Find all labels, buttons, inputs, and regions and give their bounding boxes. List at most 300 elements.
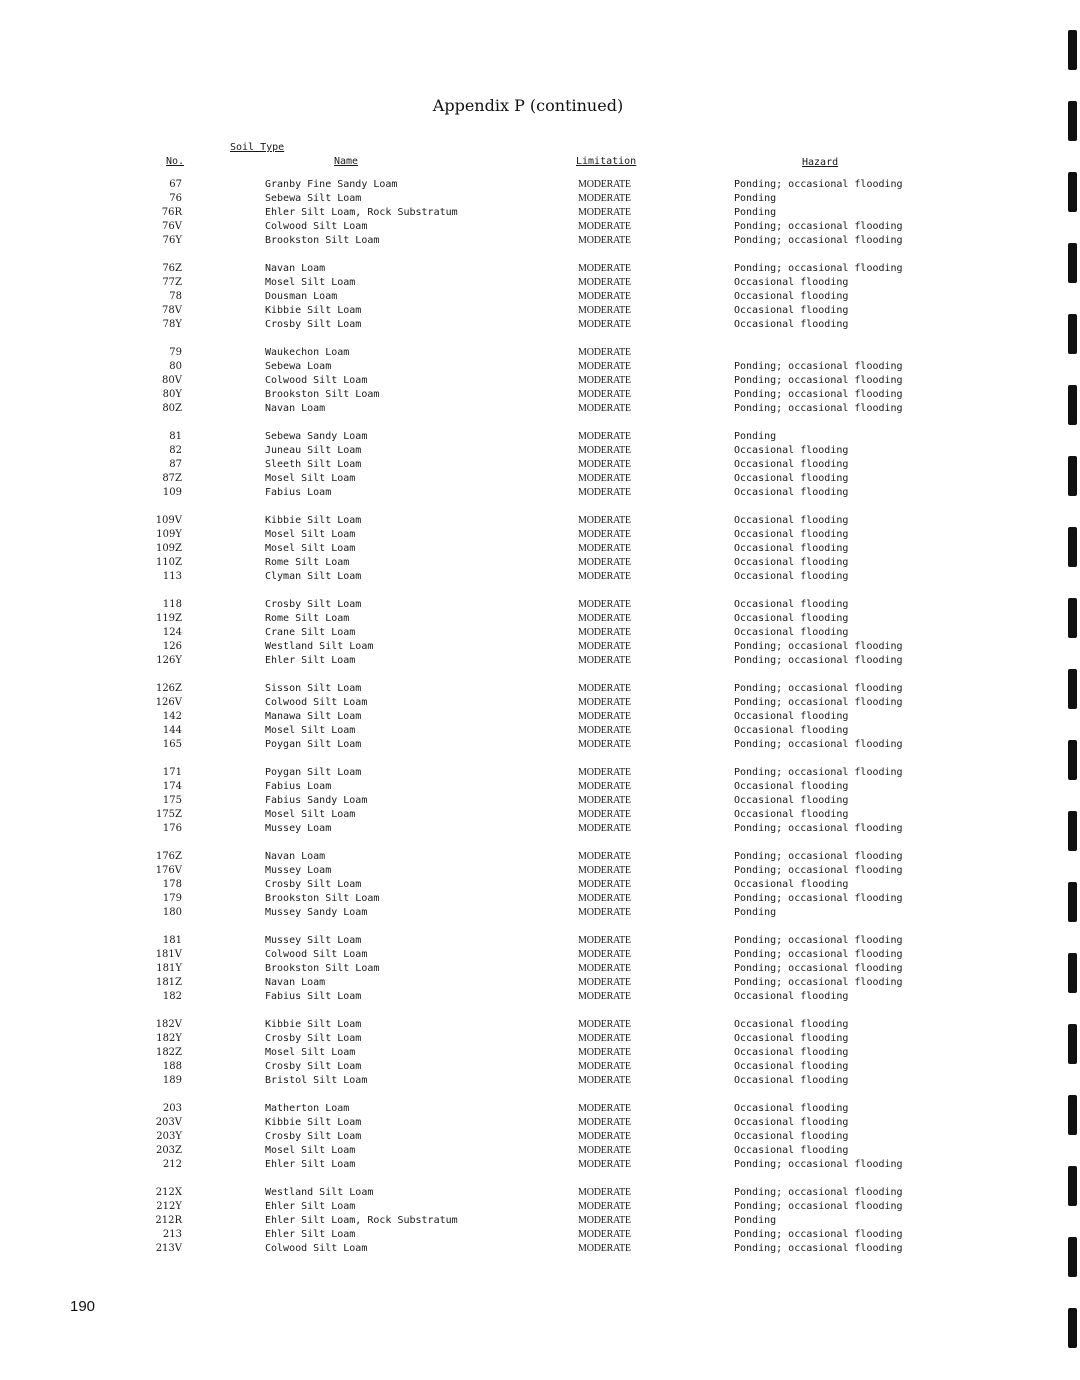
table-row <box>0 906 1080 920</box>
table-row <box>0 178 1080 192</box>
hazard-value: Ponding <box>734 1215 777 1226</box>
hazard-value: Occasional flooding <box>734 1033 849 1044</box>
hazard-value: Occasional flooding <box>734 1061 849 1072</box>
row-number: 171 <box>162 767 182 778</box>
table-row <box>0 458 1080 472</box>
row-number: 189 <box>162 1075 182 1086</box>
hazard-value: Ponding; occasional flooding <box>734 641 903 652</box>
soil-name: Ehler Silt Loam, Rock Substratum <box>265 1215 458 1226</box>
hazard-value: Occasional flooding <box>734 1131 849 1142</box>
table-row <box>0 262 1080 276</box>
row-number: 212Y <box>156 1201 182 1212</box>
soil-name: Fabius Silt Loam <box>265 991 362 1002</box>
hazard-value: Ponding; occasional flooding <box>734 179 903 190</box>
table-row <box>0 1144 1080 1158</box>
hazard-value: Ponding; occasional flooding <box>734 893 903 904</box>
table-row <box>0 1228 1080 1242</box>
limitation-value: MODERATE <box>578 697 631 708</box>
table-row <box>0 878 1080 892</box>
limitation-value: MODERATE <box>578 1187 631 1198</box>
soil-name: Mosel Silt Loam <box>265 529 356 540</box>
row-number: 174 <box>162 781 182 792</box>
limitation-value: MODERATE <box>578 515 631 526</box>
row-number: 175 <box>162 795 182 806</box>
row-number: 179 <box>162 893 182 904</box>
row-group <box>0 430 1080 500</box>
soil-name: Poygan Silt Loam <box>265 739 362 750</box>
binding-mark <box>1068 172 1077 212</box>
soil-name: Crosby Silt Loam <box>265 1061 362 1072</box>
hazard-value: Occasional flooding <box>734 1019 849 1030</box>
limitation-value: MODERATE <box>578 795 631 806</box>
soil-name: Mosel Silt Loam <box>265 1145 356 1156</box>
hazard-value: Ponding; occasional flooding <box>734 683 903 694</box>
soil-name: Poygan Silt Loam <box>265 767 362 778</box>
hazard-value: Ponding; occasional flooding <box>734 1201 903 1212</box>
table-row <box>0 402 1080 416</box>
row-number: 182Y <box>156 1033 182 1044</box>
table-row <box>0 710 1080 724</box>
table-row <box>0 738 1080 752</box>
soil-name: Brookston Silt Loam <box>265 235 380 246</box>
binding-mark <box>1068 314 1077 354</box>
limitation-value: MODERATE <box>578 459 631 470</box>
limitation-value: MODERATE <box>578 389 631 400</box>
soil-name: Rome Silt Loam <box>265 613 350 624</box>
soil-name: Sleeth Silt Loam <box>265 459 362 470</box>
hazard-value: Ponding; occasional flooding <box>734 263 903 274</box>
limitation-value: MODERATE <box>578 613 631 624</box>
soil-name: Granby Fine Sandy Loam <box>265 179 398 190</box>
soil-name: Crosby Silt Loam <box>265 1131 362 1142</box>
soil-name: Westland Silt Loam <box>265 641 374 652</box>
hazard-value: Occasional flooding <box>734 319 849 330</box>
row-number: 176Z <box>155 851 182 862</box>
limitation-value: MODERATE <box>578 1229 631 1240</box>
table-row <box>0 682 1080 696</box>
table-row <box>0 696 1080 710</box>
limitation-value: MODERATE <box>578 473 631 484</box>
limitation-value: MODERATE <box>578 319 631 330</box>
soil-name: Westland Silt Loam <box>265 1187 374 1198</box>
limitation-value: MODERATE <box>578 557 631 568</box>
limitation-value: MODERATE <box>578 1103 631 1114</box>
table-row <box>0 556 1080 570</box>
hazard-value: Occasional flooding <box>734 487 849 498</box>
limitation-value: MODERATE <box>578 1117 631 1128</box>
binding-mark <box>1068 101 1077 141</box>
table-row <box>0 206 1080 220</box>
soil-name: Navan Loam <box>265 403 326 414</box>
row-number: 203 <box>162 1103 182 1114</box>
soil-name: Manawa Silt Loam <box>265 711 362 722</box>
hazard-value: Ponding <box>734 207 777 218</box>
no-column-header: No. <box>166 156 185 167</box>
soil-name: Kibbie Silt Loam <box>265 1117 362 1128</box>
hazard-value: Ponding; occasional flooding <box>734 697 903 708</box>
limitation-value: MODERATE <box>578 627 631 638</box>
table-row <box>0 962 1080 976</box>
row-number: 79 <box>169 347 182 358</box>
hazard-value: Occasional flooding <box>734 991 849 1002</box>
row-number: 180 <box>162 907 182 918</box>
hazard-value: Occasional flooding <box>734 305 849 316</box>
hazard-value: Occasional flooding <box>734 725 849 736</box>
soil-name: Kibbie Silt Loam <box>265 1019 362 1030</box>
table-row <box>0 346 1080 360</box>
row-number: 77Z <box>162 277 182 288</box>
row-number: 78 <box>169 291 182 302</box>
hazard-value: Ponding <box>734 431 777 442</box>
limitation-value: MODERATE <box>578 1159 631 1170</box>
table-row <box>0 1032 1080 1046</box>
row-number: 76Y <box>162 235 182 246</box>
limitation-value: MODERATE <box>578 1215 631 1226</box>
limitation-value: MODERATE <box>578 1061 631 1072</box>
soil-name: Mosel Silt Loam <box>265 543 356 554</box>
row-number: 80Z <box>162 403 182 414</box>
limitation-value: MODERATE <box>578 767 631 778</box>
soil-name: Crosby Silt Loam <box>265 1033 362 1044</box>
hazard-value: Ponding <box>734 193 777 204</box>
row-number: 76Z <box>162 263 182 274</box>
table-row <box>0 724 1080 738</box>
hazard-value: Occasional flooding <box>734 557 849 568</box>
hazard-value: Occasional flooding <box>734 459 849 470</box>
limitation-value: MODERATE <box>578 655 631 666</box>
hazard-value: Occasional flooding <box>734 599 849 610</box>
row-number: 203V <box>155 1117 182 1128</box>
table-row <box>0 1214 1080 1228</box>
limitation-value: MODERATE <box>578 991 631 1002</box>
row-number: 76V <box>162 221 182 232</box>
limitation-value: MODERATE <box>578 809 631 820</box>
table-row <box>0 1060 1080 1074</box>
row-number: 78V <box>162 305 182 316</box>
soil-name: Brookston Silt Loam <box>265 963 380 974</box>
table-row <box>0 444 1080 458</box>
binding-mark <box>1068 385 1077 425</box>
row-number: 213V <box>155 1243 182 1254</box>
binding-mark <box>1068 527 1077 567</box>
row-number: 109 <box>162 487 182 498</box>
row-number: 126Z <box>155 683 182 694</box>
table-row <box>0 598 1080 612</box>
soil-name: Ehler Silt Loam, Rock Substratum <box>265 207 458 218</box>
row-number: 203Z <box>155 1145 182 1156</box>
hazard-value: Occasional flooding <box>734 571 849 582</box>
table-row <box>0 472 1080 486</box>
soil-name: Rome Silt Loam <box>265 557 350 568</box>
soil-name: Sebewa Silt Loam <box>265 193 362 204</box>
row-number: 113 <box>162 571 182 582</box>
soil-name: Ehler Silt Loam <box>265 1201 356 1212</box>
limitation-value: MODERATE <box>578 207 631 218</box>
soil-name: Mussey Loam <box>265 823 332 834</box>
soil-name: Colwood Silt Loam <box>265 221 368 232</box>
row-number: 78Y <box>162 319 182 330</box>
limitation-value: MODERATE <box>578 711 631 722</box>
row-group <box>0 1102 1080 1172</box>
soil-name: Brookston Silt Loam <box>265 893 380 904</box>
limitation-value: MODERATE <box>578 347 631 358</box>
hazard-value: Ponding; occasional flooding <box>734 977 903 988</box>
binding-mark <box>1068 1308 1077 1348</box>
row-number: 188 <box>162 1061 182 1072</box>
hazard-value: Occasional flooding <box>734 809 849 820</box>
hazard-value: Occasional flooding <box>734 445 849 456</box>
row-number: 80 <box>169 361 182 372</box>
row-group <box>0 598 1080 668</box>
hazard-value: Occasional flooding <box>734 277 849 288</box>
hazard-value: Ponding; occasional flooding <box>734 655 903 666</box>
binding-mark <box>1068 882 1077 922</box>
hazard-value: Occasional flooding <box>734 529 849 540</box>
hazard-value: Occasional flooding <box>734 1145 849 1156</box>
row-number: 182 <box>162 991 182 1002</box>
row-number: 126 <box>162 641 182 652</box>
soil-name: Clyman Silt Loam <box>265 571 362 582</box>
table-row <box>0 976 1080 990</box>
binding-mark <box>1068 1095 1077 1135</box>
soil-name: Dousman Loam <box>265 291 338 302</box>
row-group <box>0 682 1080 752</box>
hazard-value: Occasional flooding <box>734 781 849 792</box>
table-row <box>0 290 1080 304</box>
table-row <box>0 1074 1080 1088</box>
row-number: 76 <box>169 193 182 204</box>
soil-name: Kibbie Silt Loam <box>265 305 362 316</box>
limitation-value: MODERATE <box>578 851 631 862</box>
table-row <box>0 1116 1080 1130</box>
row-group <box>0 346 1080 416</box>
row-number: 212X <box>155 1187 182 1198</box>
hazard-value: Occasional flooding <box>734 879 849 890</box>
limitation-value: MODERATE <box>578 935 631 946</box>
row-number: 109Z <box>155 543 182 554</box>
limitation-value: MODERATE <box>578 1019 631 1030</box>
binding-mark <box>1068 669 1077 709</box>
table-row <box>0 304 1080 318</box>
table-row <box>0 1186 1080 1200</box>
row-number: 142 <box>162 711 182 722</box>
soil-name: Navan Loam <box>265 851 326 862</box>
soil-name: Juneau Silt Loam <box>265 445 362 456</box>
binding-mark <box>1068 456 1077 496</box>
limitation-value: MODERATE <box>578 963 631 974</box>
hazard-value: Ponding; occasional flooding <box>734 865 903 876</box>
hazard-value: Ponding; occasional flooding <box>734 389 903 400</box>
table-row <box>0 1018 1080 1032</box>
soil-name: Ehler Silt Loam <box>265 1159 356 1170</box>
table-row <box>0 1130 1080 1144</box>
hazard-value: Occasional flooding <box>734 795 849 806</box>
limitation-value: MODERATE <box>578 263 631 274</box>
row-number: 175Z <box>155 809 182 820</box>
row-number: 213 <box>162 1229 182 1240</box>
soil-name: Mosel Silt Loam <box>265 725 356 736</box>
soil-type-header: Soil Type <box>230 142 285 153</box>
limitation-value: MODERATE <box>578 235 631 246</box>
binding-mark <box>1068 1166 1077 1206</box>
row-number: 126V <box>155 697 182 708</box>
soil-table <box>0 178 1080 1270</box>
soil-name: Brookston Silt Loam <box>265 389 380 400</box>
table-row <box>0 766 1080 780</box>
row-number: 181Y <box>156 963 182 974</box>
row-group <box>0 934 1080 1004</box>
row-number: 182Z <box>155 1047 182 1058</box>
table-row <box>0 990 1080 1004</box>
limitation-value: MODERATE <box>578 599 631 610</box>
row-group <box>0 1186 1080 1256</box>
limitation-value: MODERATE <box>578 739 631 750</box>
limitation-value: MODERATE <box>578 823 631 834</box>
binding-mark <box>1068 953 1077 993</box>
soil-name: Mosel Silt Loam <box>265 473 356 484</box>
soil-name: Crosby Silt Loam <box>265 319 362 330</box>
soil-name: Colwood Silt Loam <box>265 1243 368 1254</box>
table-row <box>0 1046 1080 1060</box>
limitation-value: MODERATE <box>578 1131 631 1142</box>
table-row <box>0 234 1080 248</box>
soil-name: Mosel Silt Loam <box>265 1047 356 1058</box>
hazard-value: Ponding; occasional flooding <box>734 851 903 862</box>
limitation-value: MODERATE <box>578 305 631 316</box>
table-row <box>0 220 1080 234</box>
limitation-value: MODERATE <box>578 445 631 456</box>
row-number: 176 <box>162 823 182 834</box>
row-number: 181V <box>155 949 182 960</box>
table-row <box>0 808 1080 822</box>
soil-name: Navan Loam <box>265 977 326 988</box>
soil-name: Matherton Loam <box>265 1103 350 1114</box>
table-row <box>0 486 1080 500</box>
table-row <box>0 388 1080 402</box>
binding-mark <box>1068 1237 1077 1277</box>
hazard-value: Ponding; occasional flooding <box>734 935 903 946</box>
binding-strip <box>1066 0 1080 1380</box>
limitation-value: MODERATE <box>578 1145 631 1156</box>
table-row <box>0 640 1080 654</box>
table-row <box>0 276 1080 290</box>
hazard-column-header: Hazard <box>802 157 839 168</box>
soil-name: Colwood Silt Loam <box>265 697 368 708</box>
soil-name: Mosel Silt Loam <box>265 277 356 288</box>
limitation-column-header: Limitation <box>576 156 637 167</box>
row-number: 109Y <box>156 529 182 540</box>
limitation-value: MODERATE <box>578 781 631 792</box>
row-number: 181 <box>162 935 182 946</box>
table-row <box>0 850 1080 864</box>
hazard-value: Occasional flooding <box>734 1103 849 1114</box>
table-row <box>0 570 1080 584</box>
row-group <box>0 850 1080 920</box>
limitation-value: MODERATE <box>578 893 631 904</box>
row-number: 110Z <box>155 557 182 568</box>
limitation-value: MODERATE <box>578 193 631 204</box>
soil-name: Kibbie Silt Loam <box>265 515 362 526</box>
limitation-value: MODERATE <box>578 529 631 540</box>
limitation-value: MODERATE <box>578 879 631 890</box>
row-number: 119Z <box>155 613 182 624</box>
limitation-value: MODERATE <box>578 543 631 554</box>
row-number: 80Y <box>162 389 182 400</box>
table-row <box>0 1200 1080 1214</box>
page-number: 190 <box>70 1298 96 1315</box>
limitation-value: MODERATE <box>578 277 631 288</box>
hazard-value: Ponding; occasional flooding <box>734 1243 903 1254</box>
name-column-header: Name <box>334 156 359 167</box>
limitation-value: MODERATE <box>578 865 631 876</box>
limitation-value: MODERATE <box>578 683 631 694</box>
hazard-value: Occasional flooding <box>734 711 849 722</box>
soil-name: Ehler Silt Loam <box>265 1229 356 1240</box>
row-number: 67 <box>169 179 182 190</box>
table-row <box>0 934 1080 948</box>
binding-mark <box>1068 598 1077 638</box>
hazard-value: Ponding; occasional flooding <box>734 1159 903 1170</box>
binding-mark <box>1068 30 1077 70</box>
limitation-value: MODERATE <box>578 977 631 988</box>
hazard-value: Occasional flooding <box>734 1075 849 1086</box>
soil-name: Sisson Silt Loam <box>265 683 362 694</box>
soil-name: Mussey Loam <box>265 865 332 876</box>
hazard-value: Ponding; occasional flooding <box>734 767 903 778</box>
row-number: 165 <box>162 739 182 750</box>
table-row <box>0 822 1080 836</box>
table-row <box>0 654 1080 668</box>
row-number: 178 <box>162 879 182 890</box>
hazard-value: Occasional flooding <box>734 291 849 302</box>
table-row <box>0 794 1080 808</box>
hazard-value: Occasional flooding <box>734 613 849 624</box>
soil-name: Fabius Sandy Loam <box>265 795 368 806</box>
row-number: 176V <box>155 865 182 876</box>
table-row <box>0 1102 1080 1116</box>
row-number: 81 <box>169 431 182 442</box>
binding-mark <box>1068 740 1077 780</box>
row-group <box>0 766 1080 836</box>
limitation-value: MODERATE <box>578 1047 631 1058</box>
table-row <box>0 514 1080 528</box>
hazard-value: Ponding; occasional flooding <box>734 403 903 414</box>
row-number: 87 <box>169 459 182 470</box>
soil-name: Sebewa Sandy Loam <box>265 431 368 442</box>
hazard-value: Ponding; occasional flooding <box>734 221 903 232</box>
soil-name: Crosby Silt Loam <box>265 599 362 610</box>
row-number: 109V <box>155 515 182 526</box>
limitation-value: MODERATE <box>578 375 631 386</box>
hazard-value: Ponding; occasional flooding <box>734 361 903 372</box>
limitation-value: MODERATE <box>578 221 631 232</box>
table-row <box>0 626 1080 640</box>
table-row <box>0 780 1080 794</box>
row-number: 76R <box>161 207 182 218</box>
row-number: 118 <box>162 599 182 610</box>
row-number: 212 <box>162 1159 182 1170</box>
hazard-value: Occasional flooding <box>734 627 849 638</box>
soil-name: Crosby Silt Loam <box>265 879 362 890</box>
hazard-value: Occasional flooding <box>734 1117 849 1128</box>
row-number: 124 <box>162 627 182 638</box>
limitation-value: MODERATE <box>578 907 631 918</box>
limitation-value: MODERATE <box>578 949 631 960</box>
row-group <box>0 1018 1080 1088</box>
binding-mark <box>1068 1024 1077 1064</box>
hazard-value: Ponding; occasional flooding <box>734 823 903 834</box>
soil-name: Colwood Silt Loam <box>265 949 368 960</box>
